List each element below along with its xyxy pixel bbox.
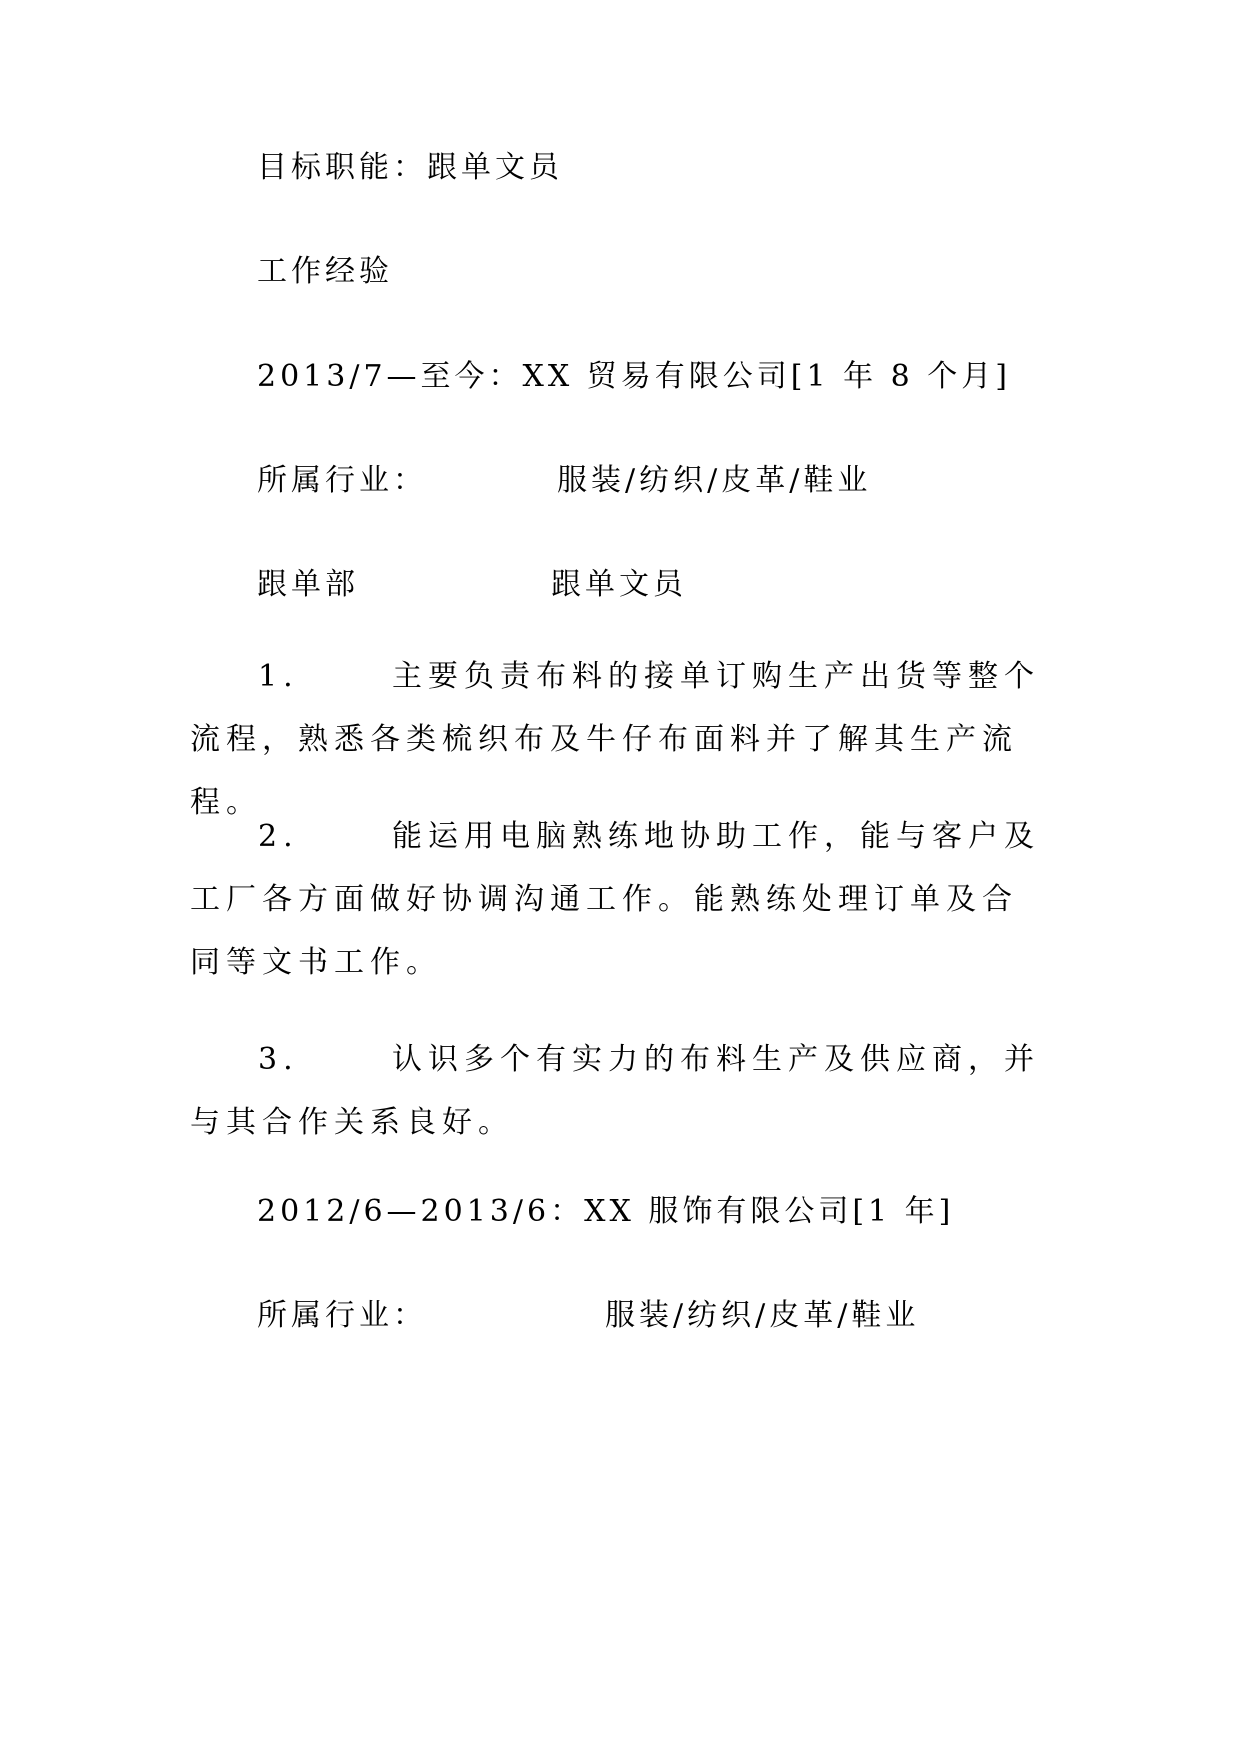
job1-industry-line (257, 461, 871, 501)
job1-position: 跟单文员 (551, 567, 687, 602)
job1-industry-value: 服装/纺织/皮革/鞋业 (557, 463, 872, 498)
job2-industry-line (257, 1296, 919, 1336)
duty-text: 主要负责布料的接单订购生产出货等整个流程，熟悉各类梳织布及牛仔布面料并了解其生产流程。 (190, 659, 1040, 820)
target-function-label: 目标职能： (257, 150, 427, 185)
duty-text: 认识多个有实力的布料生产及供应商，并与其合作关系良好。 (190, 1042, 1040, 1140)
section-title: 工作经验 (257, 254, 393, 289)
job1-duty-3 (190, 1028, 1050, 1154)
target-function-value: 跟单文员 (427, 150, 563, 185)
job1-department: 跟单部 (257, 567, 359, 602)
target-function-line (257, 148, 563, 188)
job1-department-line (257, 565, 687, 605)
job1-header: 2013/7—至今：XX 贸易有限公司[1 年 8 个月] (257, 359, 1011, 394)
job1-industry-label: 所属行业： (257, 463, 427, 498)
duty-text: 能运用电脑熟练地协助工作，能与客户及工厂各方面做好协调沟通工作。能熟练处理订单及合同等文书工作。 (190, 819, 1040, 980)
job2-header: 2012/6—2013/6：XX 服饰有限公司[1 年] (257, 1194, 955, 1229)
duty-number: 2. (258, 819, 299, 854)
duty-number: 3. (258, 1042, 299, 1077)
job2-industry-label: 所属行业： (257, 1298, 427, 1333)
job1-duty-2 (190, 805, 1050, 994)
duty-number: 1. (258, 659, 299, 694)
job2-industry-value: 服装/纺织/皮革/鞋业 (605, 1298, 920, 1333)
